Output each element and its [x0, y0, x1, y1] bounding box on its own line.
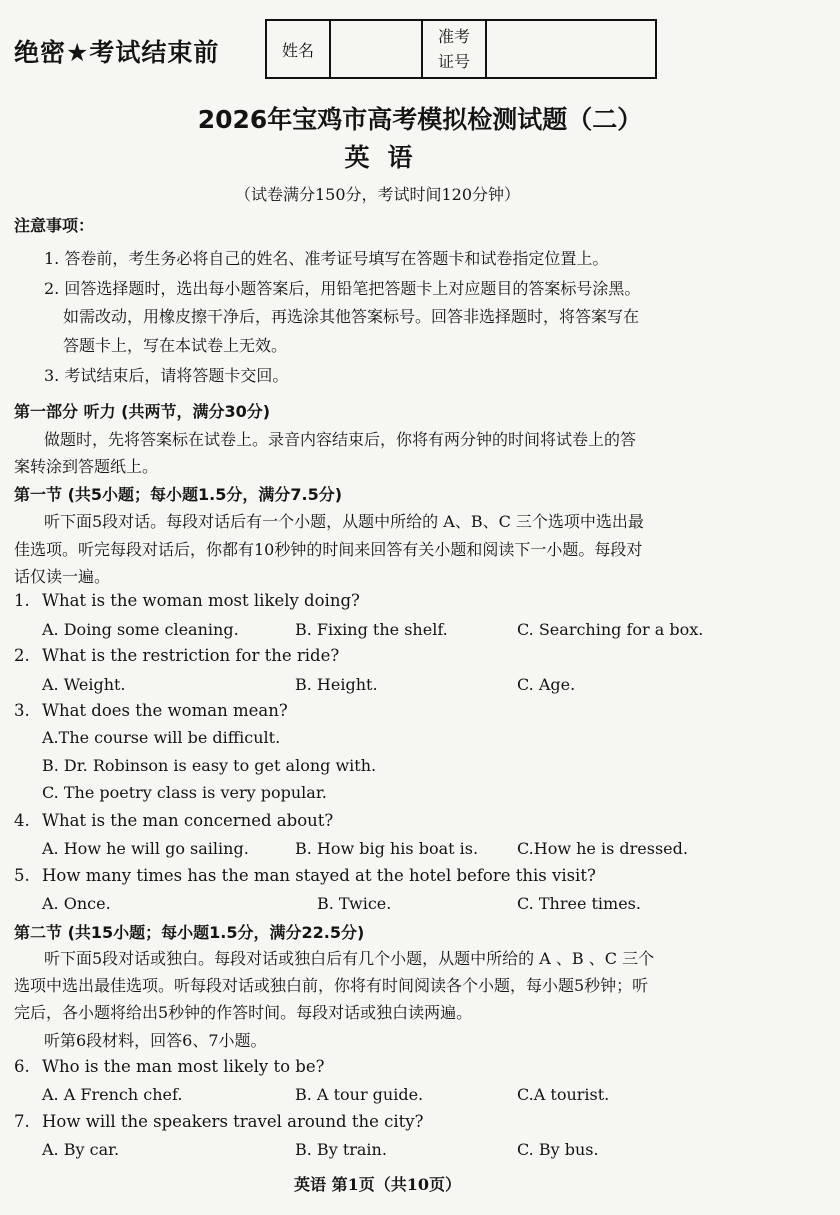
- section1-intro: 听下面5段对话。每段对话后有一个小题，从题中所给的 A、B、C 三个选项中选出最: [44, 512, 644, 531]
- section2-heading: 第二节 (共15小题；每小题1.5分，满分22.5分): [14, 923, 365, 942]
- exam-note: （试卷满分150分，考试时间120分钟）: [234, 185, 521, 204]
- notice-line: 3. 考试结束后，请将答题卡交回。: [44, 366, 289, 385]
- name-label: 姓名: [267, 21, 331, 77]
- notice-line: 如需改动，用橡皮擦干净后，再选涂其他答案标号。回答非选择题时，将答案写在: [63, 307, 640, 326]
- option-c: C. Searching for a box.: [517, 620, 704, 639]
- page-footer: 英语 第1页（共10页）: [294, 1175, 461, 1194]
- option-a: A. Doing some cleaning.: [42, 620, 239, 639]
- option-b: B. Fixing the shelf.: [295, 620, 448, 639]
- exam-id-label-line1: 准考: [437, 27, 470, 46]
- section2-intro: 听下面5段对话或独白。每段对话或独白后有几个小题，从题中所给的 A 、B 、C 三个: [44, 949, 655, 968]
- section2-intro: 选项中选出最佳选项。听每段对话或独白前，你将有时间阅读各个小题，每小题5秒钟；听: [14, 976, 649, 995]
- question-text: What is the man concerned about?: [42, 811, 334, 830]
- option-a: A. Once.: [42, 894, 111, 913]
- option-b: B. A tour guide.: [295, 1085, 424, 1104]
- option-a: A. By car.: [42, 1140, 120, 1159]
- part1-heading: 第一部分 听力 (共两节，满分30分): [14, 402, 271, 421]
- option-c: C. Three times.: [517, 894, 641, 913]
- exam-id-label-line2: 证号: [437, 52, 470, 71]
- subject-title: 英语: [344, 143, 431, 172]
- question-text: How will the speakers travel around the city?: [42, 1112, 424, 1131]
- question-number: 5.: [14, 866, 30, 885]
- section2-intro: 完后，各小题将给出5秒钟的作答时间。每段对话或独白读两遍。: [14, 1003, 473, 1022]
- notice-line: 答题卡上，写在本试卷上无效。: [63, 336, 288, 355]
- notice-line: 1. 答卷前，考生务必将自己的姓名、准考证号填写在答题卡和试卷指定位置上。: [44, 249, 609, 268]
- question-number: 3.: [14, 701, 30, 720]
- question-text: What is the restriction for the ride?: [42, 646, 340, 665]
- section1-intro: 佳选项。听完每段对话后，你都有10秒钟的时间来回答有关小题和阅读下一小题。每段对: [14, 540, 643, 559]
- question-number: 1.: [14, 591, 30, 610]
- exam-id-field[interactable]: [487, 21, 655, 77]
- option-b: B. Height.: [295, 675, 378, 694]
- exam-id-label: [423, 21, 487, 77]
- section1-heading: 第一节 (共5小题；每小题1.5分，满分7.5分): [14, 485, 343, 504]
- candidate-info-box: [265, 19, 657, 79]
- option-c: C. The poetry class is very popular.: [42, 783, 327, 802]
- question-text: How many times has the man stayed at the hotel before this visit?: [42, 866, 596, 885]
- option-c: C.How he is dressed.: [517, 839, 688, 858]
- option-a: A. Weight.: [42, 675, 126, 694]
- question-text: What is the woman most likely doing?: [42, 591, 360, 610]
- notice-line: 2. 回答选择题时，选出每小题答案后，用铅笔把答题卡上对应题目的答案标号涂黑。: [44, 279, 641, 298]
- option-b: B. How big his boat is.: [295, 839, 479, 858]
- option-a: A.The course will be difficult.: [42, 728, 281, 747]
- question-number: 2.: [14, 646, 30, 665]
- name-field[interactable]: [331, 21, 423, 77]
- option-c: C. Age.: [517, 675, 576, 694]
- part1-intro: 做题时，先将答案标在试卷上。录音内容结束后，你将有两分钟的时间将试卷上的答: [44, 430, 637, 449]
- exam-title: 2026年宝鸡市高考模拟检测试题（二）: [197, 105, 643, 134]
- question-text: What does the woman mean?: [42, 701, 288, 720]
- option-b: B. Twice.: [317, 894, 392, 913]
- option-b: B. By train.: [295, 1140, 387, 1159]
- notice-heading: 注意事项：: [14, 216, 95, 235]
- option-a: A. A French chef.: [42, 1085, 183, 1104]
- confidential-label: 绝密★考试结束前: [14, 38, 220, 67]
- material-instruction: 听第6段材料，回答6、7小题。: [44, 1031, 267, 1050]
- question-text: Who is the man most likely to be?: [42, 1057, 325, 1076]
- question-number: 7.: [14, 1112, 30, 1131]
- section1-intro: 话仅读一遍。: [14, 567, 111, 586]
- option-a: A. How he will go sailing.: [42, 839, 249, 858]
- option-c: C.A tourist.: [517, 1085, 610, 1104]
- question-number: 4.: [14, 811, 30, 830]
- question-number: 6.: [14, 1057, 30, 1076]
- option-c: C. By bus.: [517, 1140, 599, 1159]
- option-b: B. Dr. Robinson is easy to get along with.: [42, 756, 377, 775]
- part1-intro: 案转涂到答题纸上。: [14, 457, 159, 476]
